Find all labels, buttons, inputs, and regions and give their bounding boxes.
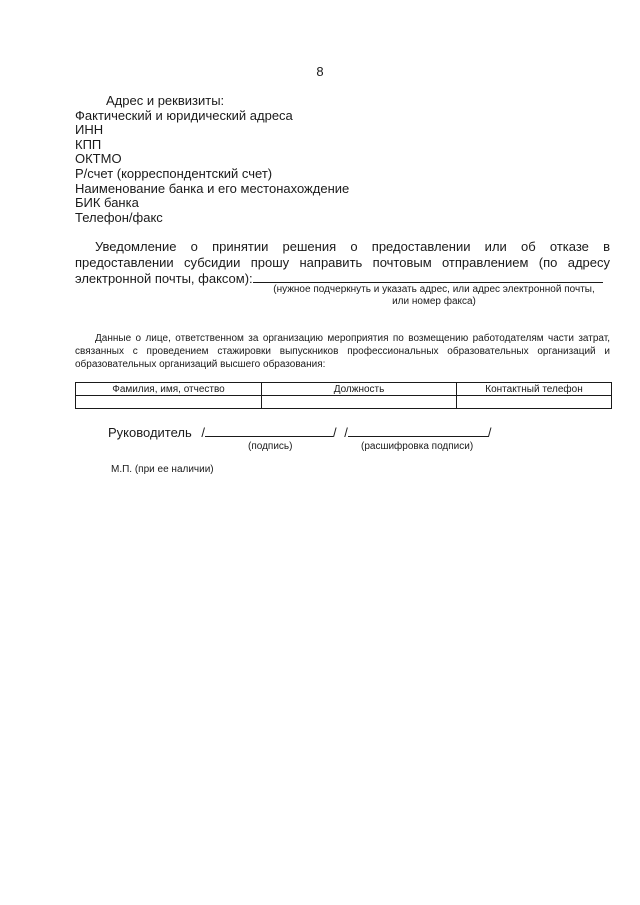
requisites-heading: Адрес и реквизиты: — [106, 93, 225, 108]
requisites-line: ИНН — [75, 122, 104, 138]
table-header-phone: Контактный телефон — [457, 383, 612, 396]
table-header-name: Фамилия, имя, отчество — [76, 383, 262, 396]
notice-hint-line: или номер факса) — [392, 296, 476, 307]
contact-table — [75, 382, 612, 409]
table-row — [76, 396, 612, 409]
notice-fill-line[interactable] — [253, 271, 603, 283]
requisites-line: Р/счет (корреспондентский счет) — [75, 165, 273, 181]
requisites-line: КПП — [75, 136, 102, 152]
signature-slash: / — [344, 425, 348, 440]
requisites-line: Фактический и юридический адреса — [75, 107, 293, 123]
notice-hint — [258, 284, 610, 308]
signature-label: Руководитель — [108, 425, 192, 440]
requisites-block — [75, 94, 349, 225]
table-cell-name[interactable] — [76, 396, 262, 409]
signature-line[interactable] — [205, 424, 333, 437]
responsible-paragraph — [75, 332, 610, 371]
requisites-line: ОКТМО — [75, 151, 122, 167]
table-header-position: Должность — [262, 383, 457, 396]
table-cell-position[interactable] — [262, 396, 457, 409]
notice-paragraph — [75, 239, 610, 287]
notice-hint-line: (нужное подчеркнуть и указать адрес, или адрес электронной почты, — [273, 284, 595, 295]
signature-decoding-line[interactable] — [348, 424, 488, 437]
signature-hint: (подпись) — [248, 441, 293, 452]
stamp-placeholder: М.П. (при ее наличии) — [111, 464, 214, 475]
page-number: 8 — [316, 64, 324, 79]
signature-row — [108, 424, 492, 440]
signature-slash: / — [487, 425, 492, 440]
table-cell-phone[interactable] — [457, 396, 612, 409]
requisites-line: Телефон/факс — [75, 209, 163, 225]
requisites-line: БИК банка — [75, 195, 139, 211]
notice-text: Уведомление о принятии решения о предоставлении или об отказе в предоставлении субсидии прошу направить почтовым отправлением (по адресу электронной почты, факсом): — [75, 239, 610, 286]
table-header-row — [76, 383, 612, 396]
signature-decoding-hint: (расшифровка подписи) — [361, 441, 474, 452]
signature-slash: / — [333, 425, 337, 440]
responsible-text: Данные о лице, ответственном за организацию мероприятия по возмещению работодателям части затрат, связанных с проведением стажировки выпускников профессиональных образовательных организаций и образовательных организаций высшего образования: — [75, 333, 610, 370]
requisites-line: Наименование банка и его местонахождение — [75, 180, 350, 196]
signature-slash: / — [201, 425, 206, 440]
